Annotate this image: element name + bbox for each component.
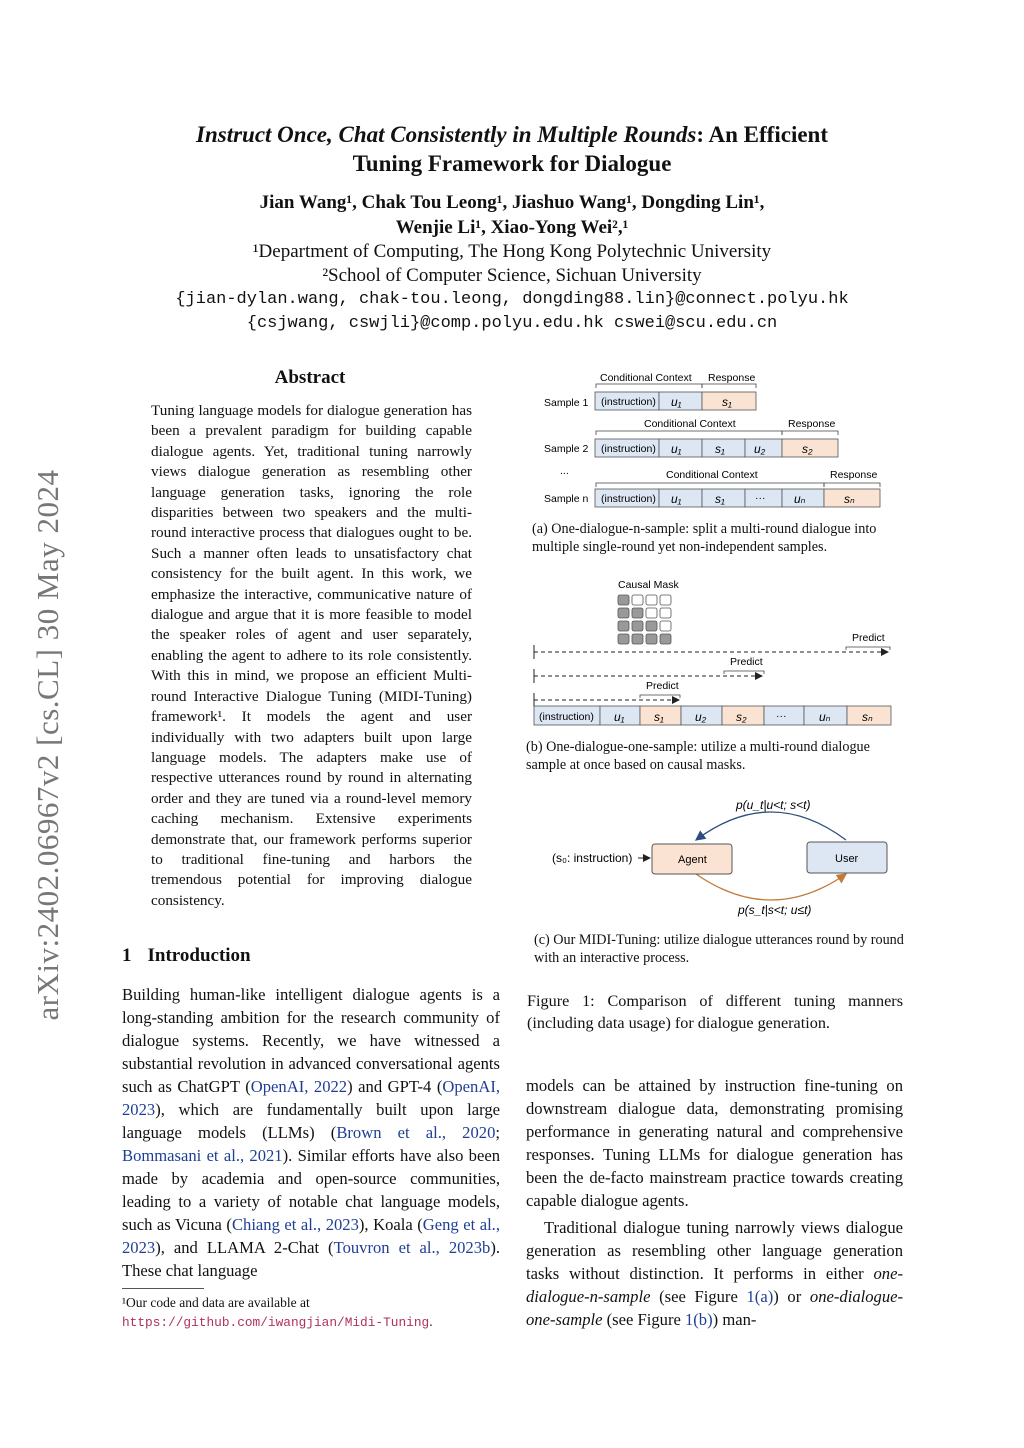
section-number: 1 [122, 945, 132, 966]
svg-text:sₙ: sₙ [862, 710, 873, 724]
user-label: User [835, 853, 859, 865]
mask-cell [660, 634, 671, 644]
svg-text:u₁: u₁ [671, 395, 682, 409]
svg-text:···: ··· [755, 492, 766, 504]
abstract-heading: Abstract [274, 367, 346, 388]
mask-cell [632, 595, 643, 605]
svg-text:sₙ: sₙ [844, 492, 855, 506]
label-response: Response [788, 418, 836, 430]
subfigure-c [552, 798, 887, 917]
label-response: Response [708, 372, 756, 384]
footnote-url[interactable]: https://github.com/iwangjian/Midi-Tuning [122, 1315, 430, 1330]
label-response: Response [830, 469, 878, 481]
label-conditional-context: Conditional Context [600, 372, 692, 384]
arrow-user-to-agent [696, 812, 846, 840]
mask-cell [618, 621, 629, 631]
svg-text:uₙ: uₙ [794, 492, 806, 506]
causal-mask-grid [618, 595, 671, 644]
right-paragraph-2: Traditional dialogue tuning narrowly views dialogue generation as resembling other language generation tasks without distinction. It performs in either one-dialogue-n-sample (see Figure 1(a)) or one-dialogue-one-sample (see Figure 1(b)) man- [526, 1218, 904, 1329]
email-line-2: {csjwang, cswjli}@comp.polyu.edu.hk cswei@scu.edu.cn [246, 314, 778, 333]
arxiv-sidebar-stamp [18, 420, 78, 1070]
figure-ref-link[interactable]: 1(b) [684, 1310, 713, 1329]
ellipsis: ... [560, 465, 569, 477]
svg-text:u₁: u₁ [671, 492, 682, 506]
svg-text:s₂: s₂ [802, 442, 813, 456]
citation-link[interactable]: Brown et al., 2020 [336, 1123, 496, 1142]
footnote: ¹Our code and data are available at https://github.com/iwangjian/Midi-Tuning. [122, 1295, 433, 1330]
svg-text:u₁: u₁ [671, 442, 682, 456]
svg-text:···: ··· [776, 710, 787, 722]
svg-text:s₁: s₁ [722, 395, 732, 409]
instruction-box: (instruction) [539, 711, 594, 723]
email-line-1: {jian-dylan.wang, chak-tou.leong, dongding88.lin}@connect.polyu.hk [175, 290, 849, 309]
label-sample-2: Sample 2 [544, 443, 589, 455]
mask-cell [632, 621, 643, 631]
title-rest: : An Efficient [696, 122, 828, 147]
mask-cell [632, 608, 643, 618]
mask-cell [646, 634, 657, 644]
instruction-box: (instruction) [601, 396, 656, 408]
figure-1 [526, 366, 906, 986]
mask-cell [646, 608, 657, 618]
label-causal-mask: Causal Mask [618, 579, 679, 591]
mask-cell [618, 608, 629, 618]
label-predict: Predict [646, 680, 679, 692]
caption-a: (a) One-dialogue-n-sample: split a multi-round dialogue into multiple single-round yet non-independent samples. [532, 521, 877, 555]
authors-line1: Jian Wang¹, Chak Tou Leong¹, Jiashuo Wang¹, Dongding Lin¹, [259, 192, 765, 213]
figure-ref-link[interactable]: 1(a) [746, 1287, 774, 1306]
svg-text:s₁: s₁ [715, 492, 725, 506]
svg-text:uₙ: uₙ [819, 710, 831, 724]
mask-cell [632, 634, 643, 644]
label-conditional-context: Conditional Context [644, 418, 736, 430]
mask-cell [618, 595, 629, 605]
svg-text:(instruction): (instruction) [601, 443, 656, 455]
citation-link[interactable]: OpenAI, 2023 [122, 1077, 500, 1119]
citation-link[interactable]: OpenAI, 2022 [250, 1077, 348, 1096]
svg-text:s₂: s₂ [736, 710, 747, 724]
arxiv-id: arXiv:2402.06967v2 [cs.CL] 30 May 2024 [30, 469, 65, 1021]
section-title: Introduction [147, 945, 251, 966]
abstract-text: Tuning language models for dialogue generation has been a prevalent paradigm for building capable dialogue agents. Yet, traditional tuning narrowly views dialogue generation as resembling other language generation tasks, ignoring the role disparities between two speakers and the multi-round interactive process that dialogues ought to be. Such a manner often leads to unsatisfactory chat consistency for the built agent. In this work, we emphasize the interactive, communicative nature of dialogue and argue that it is more feasible to model the speaker roles of agent and user separately, enabling the agent to adhere to its role consistently. With this in mind, we propose an efficient Multi-round Interactive Dialogue Tuning (MIDI-Tuning) framework¹. It models the agent and user individually with two adapters built upon large language models. The adapters make use of respective utterances round by round in alternating order and they are tuned via a round-level memory caching mechanism. Extensive experiments demonstrate that, our framework performs superior to traditional fine-tuning and harbors the tremendous potential for improving dialogue consistency. [151, 402, 472, 909]
label-s0-instruction: (s₀: instruction) [552, 851, 633, 865]
paper-title [150, 120, 874, 178]
caption-b: (b) One-dialogue-one-sample: utilize a multi-round dialogue sample at once based on causal masks. [526, 739, 870, 773]
label-predict: Predict [730, 656, 763, 668]
authors-line2: Wenjie Li¹, Xiao-Yong Wei²,¹ [395, 217, 629, 238]
label-predict: Predict [852, 632, 885, 644]
citation-link[interactable]: Touvron et al., 2023b [333, 1238, 491, 1257]
figure-caption: Figure 1: Comparison of different tuning manners (including data usage) for dialogue generation. [527, 992, 903, 1032]
title-italic: Instruct Once, Chat Consistently in Multiple Rounds [196, 122, 697, 147]
svg-text:u₂: u₂ [754, 442, 766, 456]
citation-link[interactable]: Geng et al., 2023 [122, 1215, 500, 1257]
intro-paragraph-1: Building human-like intelligent dialogue agents is a long-standing ambition for the research community of dialogue systems. Recently, we have witnessed a substantial revolution in advanced conversational agents such as ChatGPT (OpenAI, 2022) and GPT-4 (OpenAI, 2023), which are fundamentally built upon large language models (LLMs) (Brown et al., 2020; Bommasani et al., 2021). Similar efforts have also been made by academia and open-source communities, leading to a variety of notable chat language models, such as Vicuna (Chiang et al., 2023), Koala (Geng et al., 2023), and LLAMA 2-Chat (Touvron et al., 2023b). These chat language [122, 985, 501, 1280]
right-paragraph-1: models can be attained by instruction fine-tuning on downstream dialogue data, demonstrating promising performance in generating natural and comprehensive responses. Tuning LLMs for dialogue generation has been the de-facto mainstream practice towards creating capable dialogue agents. [526, 1076, 903, 1210]
footnote-rule [122, 1288, 204, 1289]
label-agent-prob: p(s_t|s<t; u≤t) [738, 903, 812, 917]
authors [150, 190, 874, 240]
citation-link[interactable]: Chiang et al., 2023 [231, 1215, 359, 1234]
mask-cell [660, 621, 671, 631]
label-user-prob: p(u_t|u<t; s<t) [736, 798, 811, 812]
mask-cell [646, 621, 657, 631]
subfigure-a [544, 372, 880, 507]
svg-text:s₁: s₁ [715, 442, 725, 456]
svg-text:(instruction): (instruction) [601, 493, 656, 505]
svg-text:u₁: u₁ [614, 710, 625, 724]
mask-cell [660, 608, 671, 618]
label-sample-1: Sample 1 [544, 397, 589, 409]
label-conditional-context: Conditional Context [666, 469, 758, 481]
mask-cell [646, 595, 657, 605]
mask-cell [660, 595, 671, 605]
agent-label: Agent [678, 854, 707, 866]
affiliation-2: ²School of Computer Science, Sichuan University [322, 265, 702, 286]
citation-link[interactable]: Bommasani et al., 2021 [122, 1146, 283, 1165]
affiliation-1: ¹Department of Computing, The Hong Kong Polytechnic University [252, 241, 772, 262]
label-sample-n: Sample n [544, 493, 589, 505]
mask-cell [618, 634, 629, 644]
section-heading-introduction [122, 945, 251, 967]
caption-c: (c) Our MIDI-Tuning: utilize dialogue utterances round by round with an interactive process. [534, 932, 904, 966]
subfigure-b [534, 579, 891, 725]
svg-text:u₂: u₂ [695, 710, 707, 724]
title-line2: Tuning Framework for Dialogue [352, 151, 672, 176]
svg-text:s₁: s₁ [654, 710, 664, 724]
arrow-agent-to-user [696, 874, 846, 900]
